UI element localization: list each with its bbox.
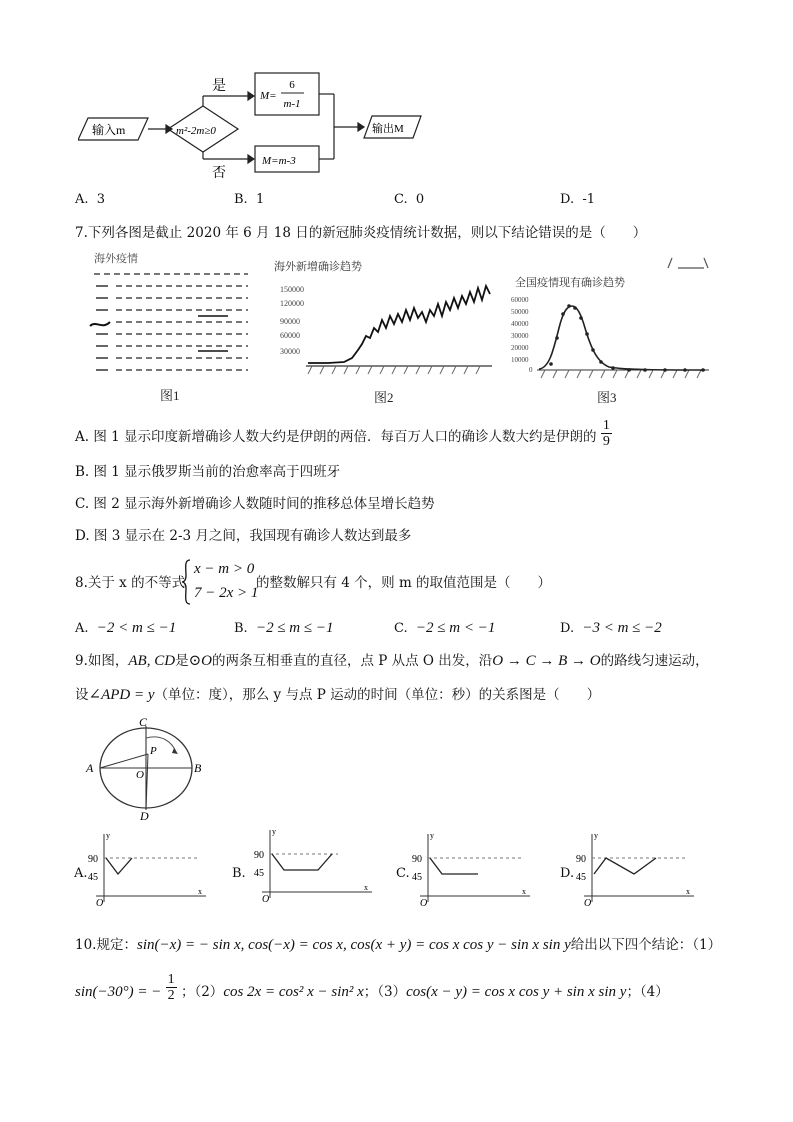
flowchart-yes-num: 6: [289, 79, 295, 91]
fig3-tick-5: 10000: [511, 356, 529, 364]
q8-brace-icon: [180, 558, 192, 606]
corner-mark-icon: [664, 254, 712, 272]
q9-graph-c: [412, 830, 532, 910]
q9-option-d-letter: D.: [560, 866, 575, 881]
fig2-caption: 图2: [374, 390, 394, 405]
svg-text:90: 90: [254, 850, 264, 861]
q10-line-2: sin(−30°) = − $\frac{1}{2}$ ；（2）cos 2x = cos² x − sin² x；（3）cos(x − y) = cos x cos y + sin x sin y；（4）: [75, 972, 669, 1003]
fig2-series-line: [308, 286, 490, 363]
fig2-tick-1: 120000: [280, 299, 304, 308]
q7-figure-2: [268, 258, 500, 408]
fig3-series-line: [539, 306, 705, 370]
q9-graph-b-line: [272, 854, 332, 870]
svg-text:O: O: [262, 894, 270, 905]
svg-text:y: y: [430, 831, 434, 840]
q9-label-o: O: [136, 769, 144, 781]
flowchart-no-text: M=m-3: [262, 155, 296, 167]
q8-stem-suffix: 的整数解只有 4 个，则 m 的取值范围是（ ）: [256, 575, 552, 591]
fig2-title: 海外新增确诊趋势: [274, 261, 362, 273]
flowchart-condition-text: m²-2m≥0: [176, 125, 216, 137]
flowchart: [78, 66, 428, 186]
flowchart-input-text: 输入m: [92, 123, 126, 137]
q7-option-a: A. 图 1 显示印度新增确诊人数大约是伊朗的两倍．每百万人口的确诊人数大约是伊朗的 $\frac{1}{9}$: [75, 418, 610, 449]
fig2-tick-3: 60000: [280, 331, 300, 340]
fig3-tick-0: 60000: [511, 296, 529, 304]
svg-text:x: x: [522, 887, 526, 896]
fig3-title: 全国疫情现有确诊趋势: [515, 277, 625, 289]
q8-inequality-1: x − m > 0: [194, 561, 255, 577]
q9-line-2: 设∠APD = y（单位：度），那么 y 与点 P 运动的时间（单位：秒）的关系图是（ ）: [75, 687, 601, 703]
svg-text:x: x: [198, 887, 202, 896]
fig2-tick-0: 150000: [280, 285, 304, 294]
fig1-title: 海外疫情: [94, 253, 138, 265]
fig2-tick-2: 90000: [280, 317, 300, 326]
q9-option-c-letter: C.: [396, 866, 410, 881]
svg-text:O: O: [584, 898, 592, 909]
svg-text:O: O: [420, 898, 428, 909]
q9-circle-figure: [84, 716, 214, 820]
q9-label-a: A: [86, 761, 94, 775]
flowchart-yes-label: 是: [212, 79, 226, 94]
svg-text:90: 90: [576, 854, 586, 865]
q7-option-d: D. 图 3 显示在 2-3 月之间，我国现有确诊人数达到最多: [75, 528, 412, 544]
q9-label-p: P: [150, 745, 157, 757]
q9-label-d: D: [140, 809, 149, 820]
fig3-tick-2: 40000: [511, 320, 529, 328]
svg-text:45: 45: [412, 872, 422, 883]
fig3-caption: 图3: [597, 390, 617, 405]
fig3-tick-3: 30000: [511, 332, 529, 340]
q9-label-b: B: [194, 761, 202, 775]
q7-option-b: B. 图 1 显示俄罗斯当前的治愈率高于四班牙: [75, 464, 341, 480]
q9-graph-d: [576, 830, 696, 910]
q7-figure-1: [88, 248, 260, 408]
fig1-caption: 图1: [160, 388, 180, 403]
svg-text:90: 90: [412, 854, 422, 865]
svg-text:x: x: [364, 883, 368, 892]
flowchart-yes-prefix: M=: [260, 90, 277, 102]
q6-option-b: B. 1: [234, 192, 265, 207]
svg-text:90: 90: [88, 854, 98, 865]
svg-text:45: 45: [576, 872, 586, 883]
q9-line-1: 9.如图，AB, CD是⊙O的两条互相垂直的直径，点 P 从点 O 出发，沿O → C → B → O的路线匀速运动，: [75, 653, 709, 669]
q9-graph-a-line: [106, 858, 132, 874]
svg-text:y: y: [594, 831, 598, 840]
q9-graph-d-line: [594, 858, 656, 874]
q7-stem: 7.下列各图是截止 2020 年 6 月 18 日的新冠肺炎疫情统计数据，则以下结论错误的是（ ）: [75, 225, 647, 241]
q9-graph-a: [88, 830, 208, 910]
q9-option-a-letter: A.: [74, 866, 88, 881]
q10-line-1: 10.规定：sin(−x) = − sin x, cos(−x) = cos x, cos(x + y) = cos x cos y − sin x sin y给出以下四个结论：（1）: [75, 937, 722, 953]
svg-text:y: y: [272, 827, 276, 836]
q9-graph-c-line: [430, 858, 478, 874]
fig3-tick-1: 50000: [511, 308, 529, 316]
q6-option-c: C. 0: [394, 192, 425, 207]
flowchart-output-text: 输出M: [372, 123, 404, 135]
q8-option-c: C. −2 ≤ m < −1: [394, 620, 496, 636]
svg-text:x: x: [686, 887, 690, 896]
q8-stem-prefix: 8.关于 x 的不等式: [75, 575, 186, 591]
q9-graph-b: [254, 826, 374, 906]
q9-option-b-letter: B.: [232, 866, 246, 881]
fig3-tick-4: 20000: [511, 344, 529, 352]
fig3-tick-6: 0: [529, 366, 533, 374]
q8-option-d: D. −3 < m ≤ −2: [560, 620, 662, 636]
q8-option-a: A. −2 < m ≤ −1: [75, 620, 177, 636]
svg-text:O: O: [96, 898, 104, 909]
flowchart-yes-den: m-1: [283, 98, 301, 110]
svg-text:45: 45: [254, 868, 264, 879]
flowchart-no-label: 否: [212, 166, 226, 181]
svg-text:45: 45: [88, 872, 98, 883]
q6-option-d: D. -1: [560, 192, 596, 207]
q7-figure-3: [505, 272, 715, 408]
q7-option-c: C. 图 2 显示海外新增确诊人数随时间的推移总体呈增长趋势: [75, 496, 435, 512]
fig2-tick-4: 30000: [280, 347, 300, 356]
q6-option-a: A. 3: [75, 192, 106, 207]
q9-label-c: C: [139, 716, 148, 729]
svg-text:y: y: [106, 831, 110, 840]
q8-option-b: B. −2 ≤ m ≤ −1: [234, 620, 334, 636]
q8-inequality-2: 7 − 2x > 1: [194, 585, 259, 601]
